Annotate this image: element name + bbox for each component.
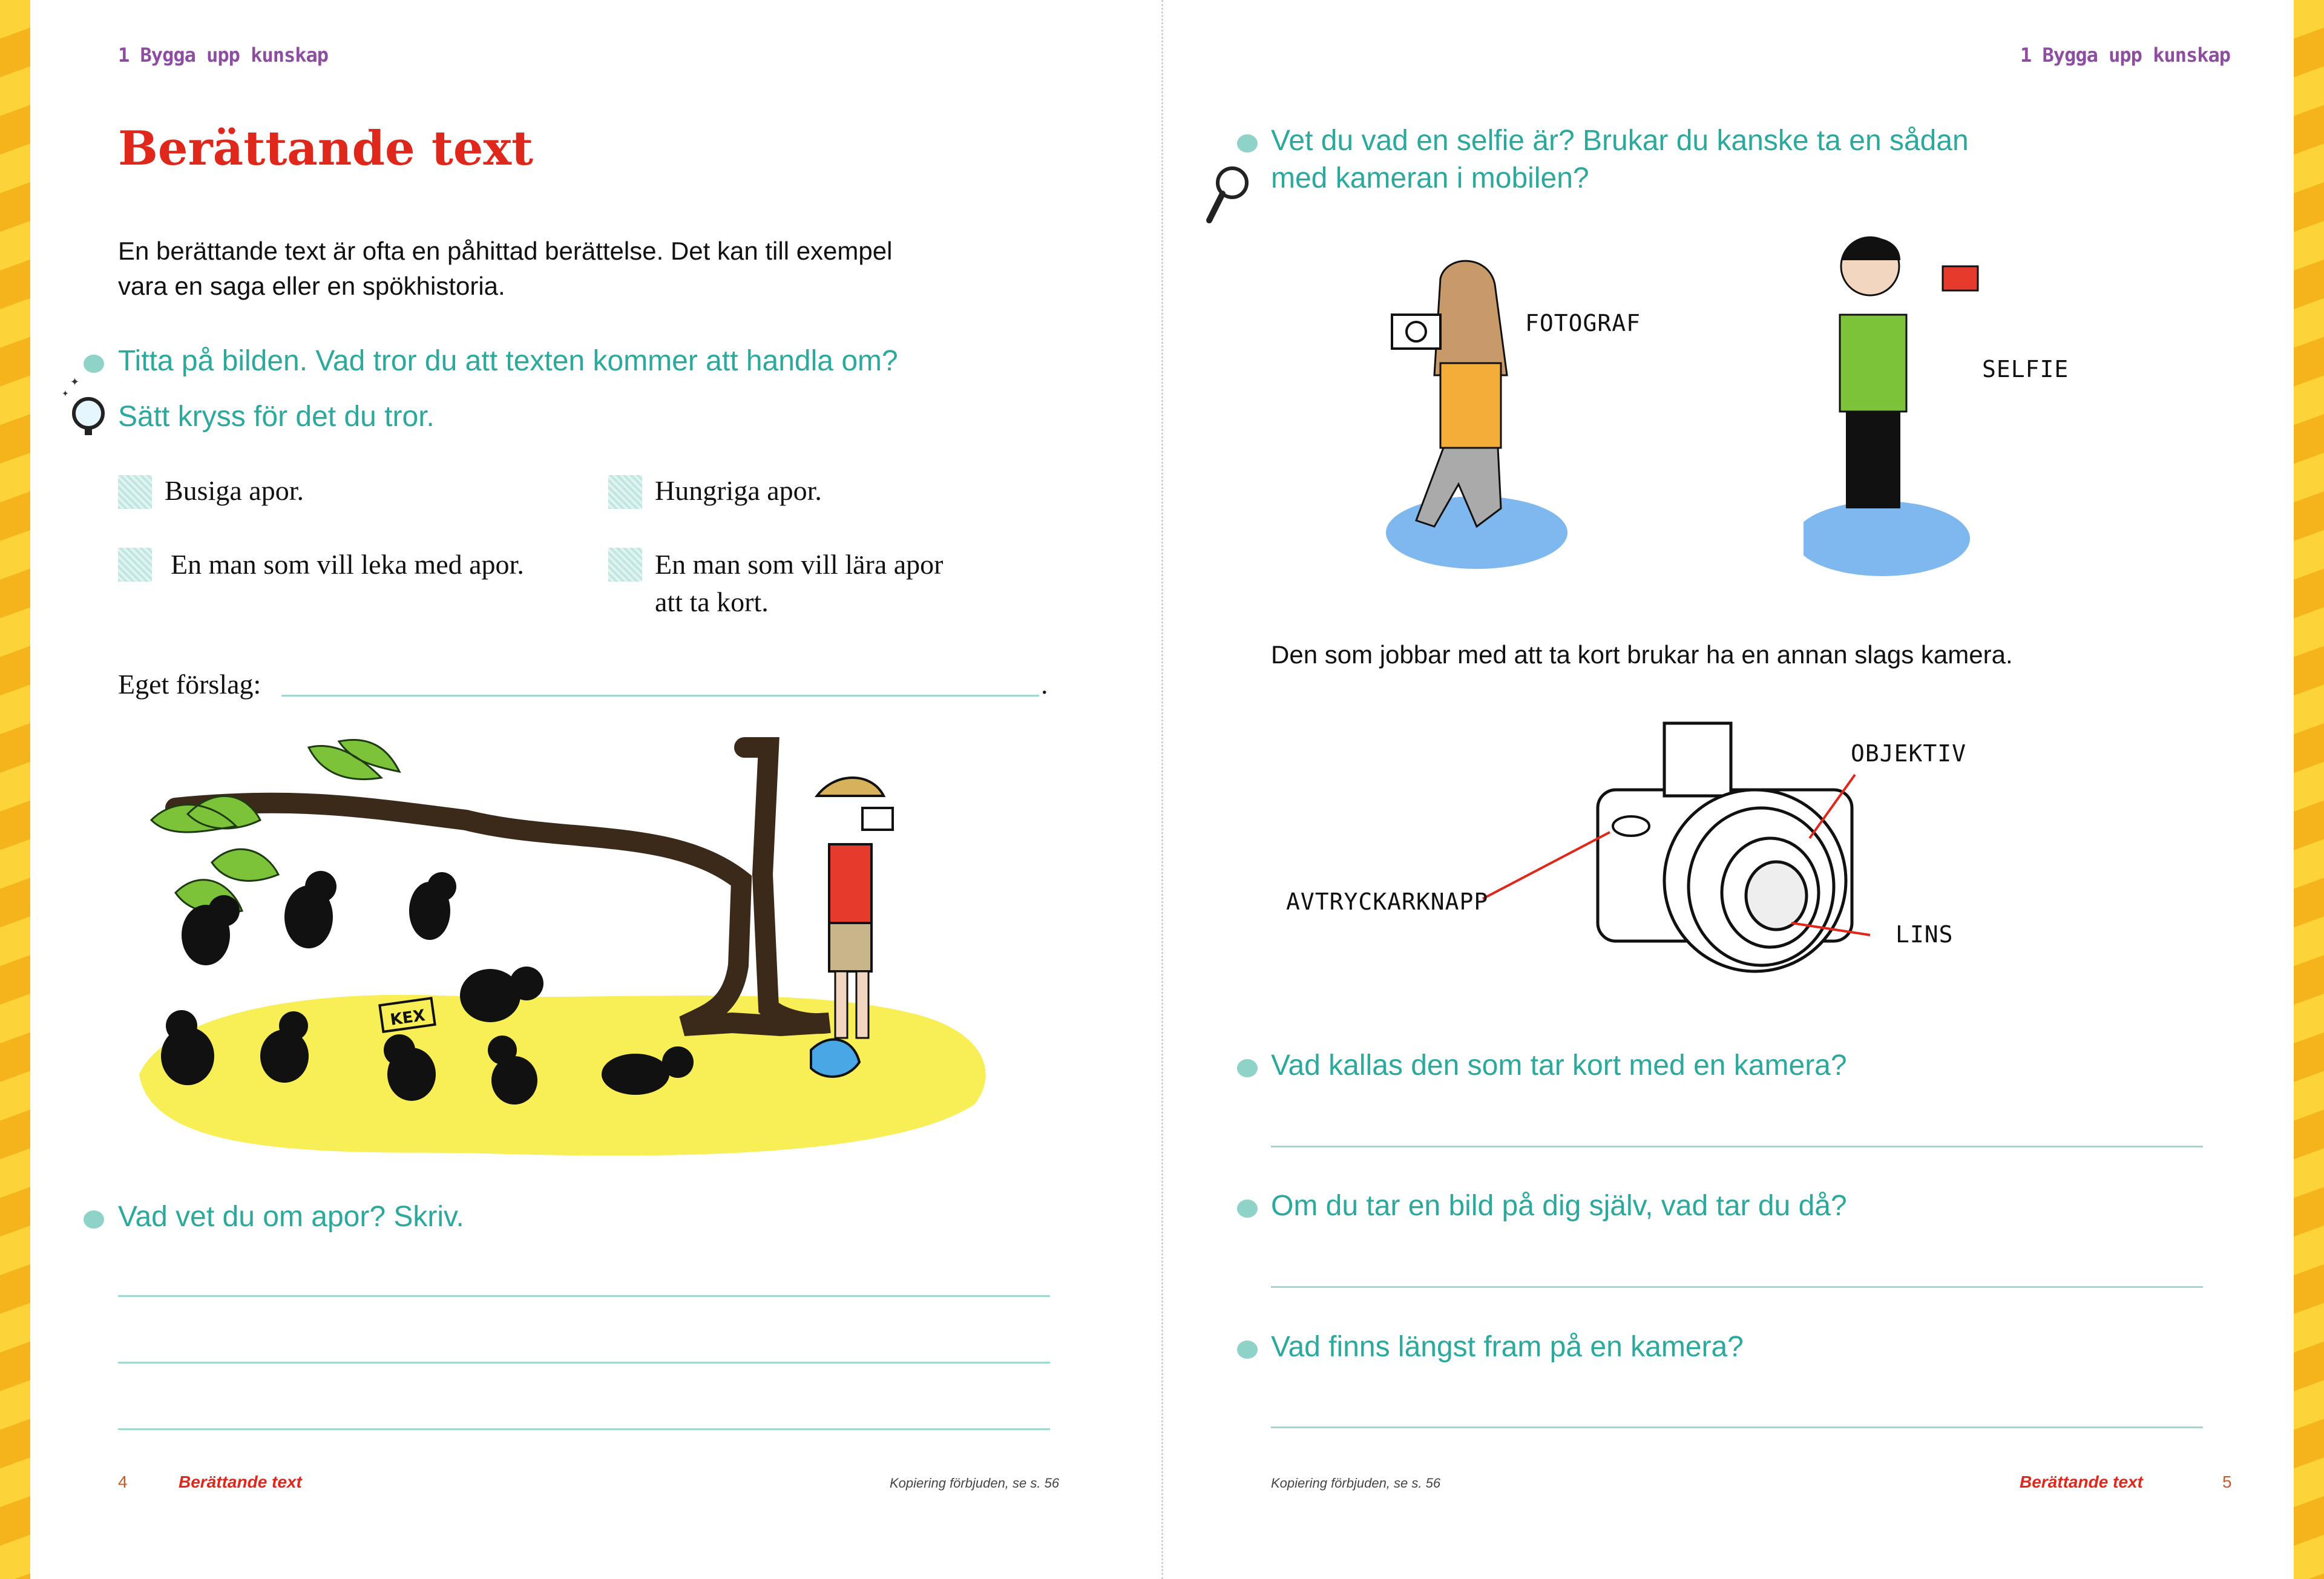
question-predict (118, 343, 1086, 436)
checkbox-man-leka[interactable] (118, 548, 152, 582)
option-busiga-apor: Busiga apor. (165, 475, 304, 506)
label-selfie: SELFIE (1982, 356, 2069, 382)
book-spread (30, 0, 2294, 1579)
thinking-magnifier-icon (59, 372, 114, 439)
question-bullet (1237, 1341, 1258, 1359)
checkbox-hungriga-apor[interactable] (608, 475, 642, 509)
kex-label: KEX (389, 1006, 427, 1029)
svg-text:✦: ✦ (62, 389, 69, 399)
page-number: 4 (118, 1472, 128, 1491)
question-selfie (1271, 122, 2239, 197)
own-suggestion-label: Eget förslag: (118, 669, 261, 700)
footer-title: Berättande text (2020, 1472, 2143, 1491)
question-predict-line-2: Sätt kryss för det du tror. (118, 401, 435, 433)
chapter-header: 1 Bygga upp kunskap (2020, 44, 2231, 67)
right-page (1162, 0, 2293, 1579)
page-number: 5 (2222, 1472, 2232, 1491)
answer-line[interactable] (118, 1295, 1050, 1297)
question-bullet (1237, 134, 1258, 153)
question-selfie-line-2: med kameran i mobilen? (1271, 162, 1589, 194)
answer-line[interactable] (1271, 1426, 2203, 1428)
camera-description: Den som jobbar med att ta kort brukar ha en annan slags kamera. (1271, 640, 2013, 669)
leaves (309, 740, 399, 779)
question-bullet (1237, 1059, 1258, 1077)
answer-line[interactable] (1271, 1286, 2203, 1288)
question-selfie-line-1: Vet du vad en selfie är? Brukar du kanske ta en sådan (1271, 125, 1969, 157)
question-apor: Vad vet du om apor? Skriv. (118, 1201, 464, 1233)
magnifier-icon (1204, 162, 1253, 229)
own-suggestion-line[interactable] (281, 695, 1039, 697)
option-man-lara-line-1: En man som vill lära apor (655, 549, 944, 580)
monkeys-illustration (127, 735, 999, 1159)
question-fotograf: Vad kallas den som tar kort med en kamera? (1271, 1049, 1847, 1082)
photographer-illustration (1368, 254, 1574, 575)
page-edge-left (0, 0, 30, 1579)
intro-text (118, 234, 1026, 304)
question-bullet (84, 355, 104, 373)
question-bullet (84, 1210, 104, 1229)
question-predict-line-1: Titta på bilden. Vad tror du att texten kommer att handla om? (118, 345, 898, 377)
own-suggestion-period: . (1041, 669, 1048, 700)
label-lins: LINS (1896, 921, 1954, 948)
footer-title: Berättande text (179, 1472, 302, 1491)
svg-text:✦: ✦ (70, 376, 80, 389)
page-edge-right (2294, 0, 2324, 1579)
answer-line[interactable] (118, 1428, 1050, 1430)
page-title: Berättande text (118, 121, 534, 176)
label-avtryckarknapp: AVTRYCKARKNAPP (1286, 888, 1489, 915)
chapter-header: 1 Bygga upp kunskap (118, 44, 329, 67)
answer-line[interactable] (118, 1362, 1050, 1364)
footer-copyright: Kopiering förbjuden, se s. 56 (1271, 1476, 1441, 1491)
answer-line[interactable] (1271, 1146, 2203, 1147)
label-fotograf: FOTOGRAF (1525, 310, 1641, 336)
question-bullet (1237, 1200, 1258, 1218)
checkbox-busiga-apor[interactable] (118, 475, 152, 509)
selfie-illustration (1804, 224, 1985, 587)
label-objektiv: OBJEKTIV (1851, 740, 1967, 767)
left-page (30, 0, 1161, 1579)
option-man-lara-line-2: att ta kort. (655, 586, 769, 617)
intro-line-1: En berättande text är ofta en påhittad berättelse. Det kan till exempel (118, 237, 893, 265)
option-hungriga-apor: Hungriga apor. (655, 475, 822, 506)
footer-copyright: Kopiering förbjuden, se s. 56 (890, 1476, 1060, 1491)
photographer (817, 778, 893, 1038)
option-man-lara (655, 546, 944, 621)
question-kamera: Vad finns längst fram på en kamera? (1271, 1331, 1744, 1363)
checkbox-man-lara[interactable] (608, 548, 642, 582)
intro-line-2: vara en saga eller en spökhistoria. (118, 272, 505, 300)
question-bild-sjalv: Om du tar en bild på dig själv, vad tar du då? (1271, 1190, 1847, 1222)
option-man-leka: En man som vill leka med apor. (171, 549, 524, 580)
